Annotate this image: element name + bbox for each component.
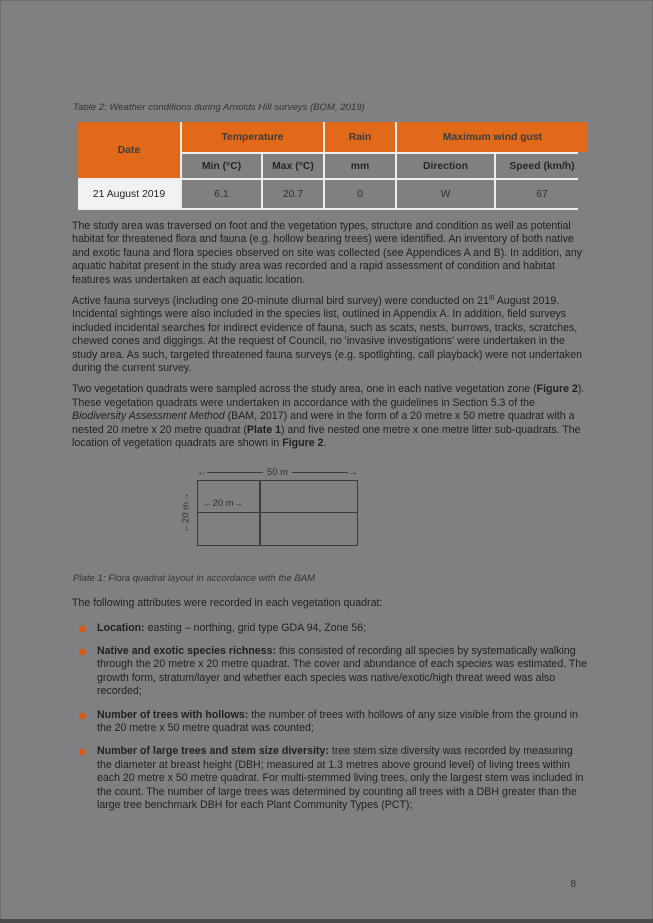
nested-quadrat-label: ←20 m→ (203, 497, 244, 509)
page-number: 8 (570, 879, 576, 890)
quadrat-diagram (180, 467, 370, 559)
paragraphs (72, 220, 589, 451)
diagram-width-label: 50 m (266, 467, 289, 478)
bullet-text: Location: easting – northing, grid type GDA 94, Zone 56; (97, 621, 367, 634)
paragraph: Two vegetation quadrats were sampled across the study area, one in each native vegetation zone (Figure 2). These vegetation quadrats were undertaken in accordance with the guidelines in Section 5.3 of the Biodiversity Assessment Method (BAM, 2017) and were in the form of a 20 metre x 50 metre quadrat with a nested 20 metre x 20 metre quadrat (Plate 1) and five nested one metre x one metre litter sub-quadrats. The location of vegetation quadrats are shown in Figure 2. (72, 383, 585, 450)
bullet-list-intro: The following attributes were recorded in each vegetation quadrat: (72, 596, 383, 609)
table-header-rain: Rain (325, 122, 395, 152)
quadrat-rectangle (197, 480, 358, 546)
table-header-temperature: Temperature (182, 122, 323, 152)
page-content (72, 102, 589, 822)
bullet-text: Number of trees with hollows: the number of trees with hollows of any size visible from the ground in the 20 metre x 50 metre quadrat was counted; (97, 708, 579, 734)
bullet-item (79, 622, 589, 635)
table-caption: Table 2: Weather conditions during Arnolds Hill surveys (BOM, 2019) (73, 102, 365, 113)
dimension-line (207, 472, 263, 473)
arrow-right-icon: → (348, 466, 358, 478)
table-subheader-direction: Direction (397, 154, 494, 178)
plate-caption: Plate 1: Flora quadrat layout in accordance with the BAM (73, 572, 316, 584)
table-cell-date: 21 August 2019 (78, 180, 180, 208)
table-subheader-min: Min (°C) (182, 154, 261, 178)
diagram-top-dimension (197, 467, 358, 479)
bullet-text: Number of large trees and stem size diversity: tree stem size diversity was recorded by measuring the diameter at breast height (DBH; measured at 1.3 metres above ground level) of living trees within each 20 metre x 50 metre quadrat. For multi-stemmed living trees, only the largest stem was included in the count. The number of large trees was determined by counting all trees with a DBH greater than the large tree benchmark DBH for each Plant Community Types (PCT); (97, 745, 584, 811)
bullet-list (72, 622, 589, 813)
table-cell-max: 20.7 (263, 180, 323, 208)
bullet-square-icon (79, 626, 85, 632)
page-bottom-edge (0, 919, 653, 923)
weather-table (78, 122, 578, 210)
dimension-line (292, 472, 348, 473)
table-subheader-max: Max (°C) (263, 154, 323, 178)
bullet-text: Native and exotic species richness: this consisted of recording all species by systematically walking through the 20 metre x 20 metre quadrat. The cover and abundance of each species was estimated. The growth form, stratum/layer and whether each species was native/exotic/high threat weed was also recorded; (97, 644, 588, 698)
table-subheader-speed: Speed (km/h) (496, 154, 588, 178)
table-cell-min: 6.1 (182, 180, 261, 208)
bullet-square-icon (79, 749, 85, 755)
table-cell-direction: W (397, 180, 494, 208)
table-subheader-mm: mm (325, 154, 395, 178)
bullet-item (79, 709, 589, 736)
quadrat-horizontal-divider (198, 512, 357, 513)
bullet-square-icon (79, 649, 85, 655)
arrow-left-icon: ← (197, 466, 207, 478)
diagram-height-dimension (178, 480, 194, 546)
paragraph: The study area was traversed on foot and the vegetation types, structure and condition as well as potential habitat for threatened flora and fauna (e.g. hollow bearing trees) were identified. An inventory of both native and exotic fauna and flora species observed on site was collected (see Appendices A and B). In addition, any aquatic habitat present in the study area was recorded and a rapid assessment of condition and habitat features was undertaken at each aquatic location. (72, 220, 583, 286)
diagram-height-label: ←20 m→ (180, 492, 192, 533)
paragraph: Active fauna surveys (including one 20-minute diurnal bird survey) were conducted on 21st August 2019. Incidental sightings were also included in the species list, outlined in Appendix A. In addition, field surveys included incidental searches for indirect evidence of fauna, such as scats, nests, burrows, tracks, scratches, chewed cones and diggings. At the request of Council, no 'invasive investigations' were undertaken in the study area. As such, targeted threatened fauna surveys (e.g. spotlighting, call playback) were not undertaken during the current survey. (72, 294, 582, 375)
quadrat-vertical-divider (259, 481, 261, 545)
bullet-item (79, 645, 589, 699)
bullet-square-icon (79, 713, 85, 719)
table-header-wind-gust: Maximum wind gust (397, 122, 588, 152)
table-header-date: Date (78, 122, 180, 178)
table-cell-mm: 0 (325, 180, 395, 208)
table-cell-speed: 67 (496, 180, 588, 208)
bullet-item (79, 745, 589, 812)
